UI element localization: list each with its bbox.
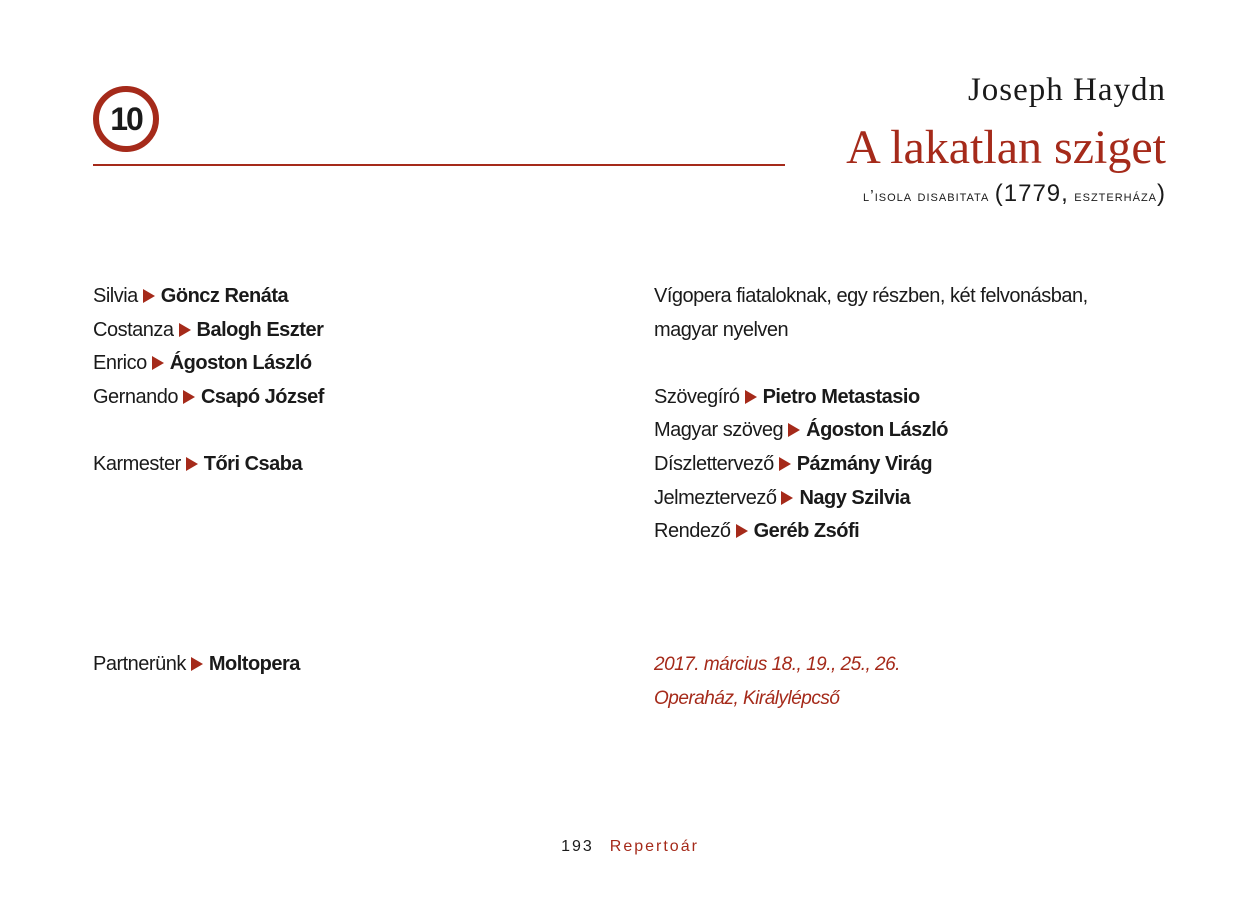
conductor-name: Tőri Csaba — [203, 452, 303, 475]
crew-role: Magyar szöveg — [654, 419, 784, 442]
triangle-right-icon — [179, 323, 191, 337]
partner-role: Partnerünk — [93, 653, 186, 675]
crew-role: Jelmeztervező — [654, 486, 777, 509]
partner-name: Moltopera — [208, 653, 300, 675]
crew-role: Díszlettervező — [654, 452, 774, 475]
cast-role: Silvia — [93, 285, 138, 307]
crew-name: Nagy Szilvia — [799, 486, 911, 509]
conductor-row — [93, 448, 593, 482]
cast-name: Göncz Renáta — [160, 285, 289, 307]
cast-role: Costanza — [93, 318, 174, 341]
spacer — [93, 414, 593, 448]
opera-title: A lakatlan sziget — [846, 121, 1166, 174]
conductor-role: Karmester — [93, 452, 181, 475]
performance-block — [654, 648, 900, 715]
subtitle-close-paren: ) — [1157, 180, 1166, 207]
cast-column — [93, 280, 593, 482]
triangle-right-icon — [191, 657, 203, 671]
composer-name: Joseph Haydn — [967, 72, 1166, 108]
header-rule — [93, 164, 785, 166]
cast-row — [93, 280, 593, 314]
triangle-right-icon — [779, 457, 791, 471]
spacer — [654, 347, 1174, 381]
triangle-right-icon — [183, 390, 195, 404]
production-number-badge — [93, 86, 159, 152]
description-line: Vígopera fiataloknak, egy részben, két felvonásban, — [654, 285, 1088, 307]
crew-row — [654, 381, 1174, 415]
premiere-place: eszterháza — [1074, 188, 1157, 205]
subtitle-open-paren: ( — [994, 180, 1004, 207]
performance-venue: Operaház, Királylépcső — [654, 687, 840, 709]
production-info-column — [654, 280, 1174, 549]
partner-row — [93, 648, 300, 682]
cast-row — [93, 347, 593, 381]
triangle-right-icon — [781, 491, 793, 505]
crew-name: Pietro Metastasio — [762, 385, 920, 408]
cast-name: Csapó József — [200, 385, 324, 408]
cast-role: Enrico — [93, 352, 147, 375]
crew-row — [654, 448, 1174, 482]
production-number: 10 — [110, 100, 142, 137]
opera-subtitle — [863, 180, 1166, 208]
performance-dates: 2017. március 18., 19., 25., 26. — [654, 654, 900, 675]
triangle-right-icon — [736, 524, 748, 538]
crew-name: Pázmány Virág — [796, 452, 933, 475]
triangle-right-icon — [152, 356, 164, 370]
cast-name: Balogh Eszter — [196, 318, 324, 341]
partner-block — [93, 648, 300, 682]
page-number: 193 — [561, 838, 594, 855]
triangle-right-icon — [745, 390, 757, 404]
triangle-right-icon — [788, 423, 800, 437]
crew-row — [654, 515, 1174, 549]
crew-role: Rendező — [654, 520, 731, 543]
triangle-right-icon — [186, 457, 198, 471]
description-line: magyar nyelven — [654, 318, 789, 341]
cast-role: Gernando — [93, 385, 178, 408]
premiere-year: 1779, — [1003, 180, 1069, 207]
cast-name: Ágoston László — [169, 352, 312, 375]
page-footer — [0, 838, 1260, 856]
crew-name: Ágoston László — [806, 419, 949, 442]
crew-row — [654, 482, 1174, 516]
crew-role: Szövegíró — [654, 385, 740, 408]
crew-name: Geréb Zsófi — [753, 520, 860, 543]
triangle-right-icon — [143, 289, 155, 303]
section-name: Repertoár — [609, 838, 699, 855]
original-title: l’isola disabitata — [863, 188, 990, 205]
cast-row — [93, 314, 593, 348]
crew-row — [654, 414, 1174, 448]
cast-row — [93, 381, 593, 415]
